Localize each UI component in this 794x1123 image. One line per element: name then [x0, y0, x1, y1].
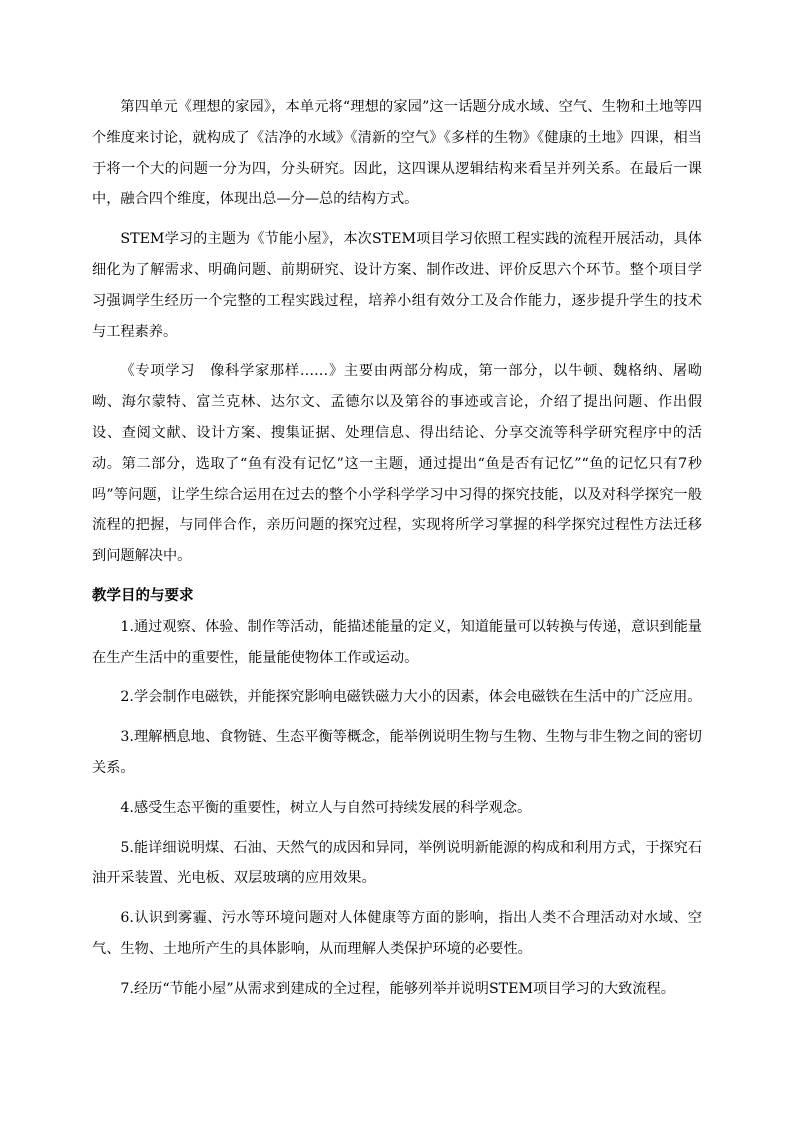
section-heading: 教学目的与要求 — [92, 587, 194, 604]
objective-item-6 — [92, 903, 702, 965]
objective-item-5 — [92, 833, 702, 895]
objective-text: 能详细说明煤、石油、天然气的成因和异同，举例说明新能源的构成和利用方式，于探究石油开采装置、光电板、双层玻璃的应用效果。 — [92, 839, 702, 887]
objective-number: 6. — [120, 910, 134, 927]
objective-item-1 — [92, 612, 702, 674]
objective-number: 2. — [120, 689, 134, 706]
objective-number: 1. — [120, 618, 134, 635]
objective-number: 7. — [120, 980, 134, 997]
objective-text: 感受生态平衡的重要性，树立人与自然可持续发展的科学观念。 — [133, 799, 532, 816]
paragraph-unit-four: 第四单元《理想的家园》，本单元将“理想的家园”这一话题分成水域、空气、生物和土地等四个维度来讨论，就构成了《洁净的水域》《清新的空气》《多样的生物》《健康的土地》四课，相当于将一个大的问题一分为四，分头研究。因此，这四课从逻辑结构来看呈并列关系。在最后一课中，融合四个维度，体现出总—分—总的结构方式。 — [92, 99, 702, 208]
objective-item-2 — [92, 682, 702, 713]
objective-text: 理解栖息地、食物链、生态平衡等概念，能举例说明生物与生物、生物与非生物之间的密切关系。 — [92, 729, 702, 776]
objective-number: 5. — [120, 839, 134, 856]
objective-text: 通过观察、体验、制作等活动，能描述能量的定义，知道能量可以转换与传递，意识到能量在生产生活中的重要性，能量能使物体工作或运动。 — [92, 618, 702, 666]
objective-number: 3. — [120, 729, 134, 746]
objective-item-7 — [92, 974, 702, 1005]
objective-text: 学会制作电磁铁，并能探究影响电磁铁磁力大小的因素，体会电磁铁在生活中的广泛应用。 — [133, 689, 702, 706]
objective-text: 认识到雾霾、污水等环境问题对人体健康等方面的影响，指出人类不合理活动对水域、空气、生物、土地所产生的具体影响，从而理解人类保护环境的必要性。 — [92, 910, 702, 957]
objective-item-3 — [92, 722, 702, 784]
paragraph-special-study: 《专项学习 像科学家那样……》主要由两部分构成，第一部分，以牛顿、魏格纳、屠呦呦、海尔蒙特、富兰克林、达尔文、孟德尔以及第谷的事迹或言论，介绍了提出问题、作出假设、查阅文献、设计方案、搜集证据、处理信息、得出结论、分享交流等科学研究程序中的活动。第二部分，选取了“鱼有没有记忆”这一主题，通过提出“鱼是否有记忆”“鱼的记忆只有7秒吗”等问题，让学生综合运用在过去的整个小学科学学习中习得的探究技能，以及对科学探究一般流程的把握，与同伴合作，亲历问题的探究过程，实现将所学习掌握的科学探究过程性方法迁移到问题解决中。 — [92, 363, 702, 565]
paragraph-stem: STEM学习的主题为《节能小屋》，本次STEM项目学习依照工程实践的流程开展活动，具体细化为了解需求、明确问题、前期研究、设计方案、制作改进、评价反思六个环节。整个项目学习强调学生经历一个完整的工程实践过程，培养小组有效分工及合作能力，逐步提升学生的技术与工程素养。 — [92, 231, 702, 340]
objective-item-4 — [92, 793, 702, 824]
objective-text: 经历“节能小屋”从需求到建成的全过程，能够列举并说明STEM项目学习的大致流程。 — [133, 980, 675, 997]
objective-number: 4. — [120, 799, 134, 816]
